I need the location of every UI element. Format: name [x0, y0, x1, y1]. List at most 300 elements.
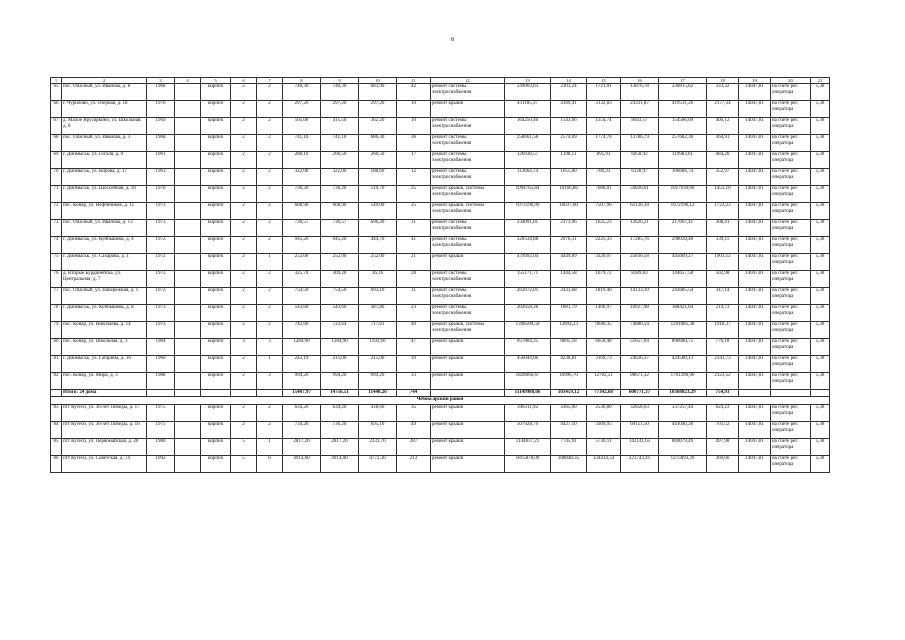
table-cell: ремонт системы электроснабжения — [431, 305, 505, 322]
table-cell: пос. Опасный, ул. Набережная, д. 1 — [62, 288, 147, 305]
table-row — [51, 339, 830, 356]
table-cell: 424580,13 — [659, 356, 707, 373]
table-cell: 3 — [257, 373, 283, 390]
table-cell: 776,18 — [707, 339, 739, 356]
table-cell: 1079,72 — [587, 271, 621, 288]
table-cell: 1406,97 — [587, 305, 621, 322]
table-cell: на счете рег. оператора — [771, 220, 811, 237]
table-cell: 2 — [231, 254, 257, 271]
table-cell: 634,20 — [283, 404, 321, 421]
table-cell: 2817,20 — [321, 438, 359, 455]
table-row — [51, 220, 830, 237]
table-cell: на счете рег. оператора — [771, 101, 811, 118]
table-cell: 5,38 — [811, 373, 830, 390]
table-cell: 1968 — [147, 135, 175, 152]
table-cell: 2 — [257, 271, 283, 288]
table-cell: 1972 — [147, 288, 175, 305]
table-cell: 1398500,50 — [505, 322, 551, 339]
table-cell: 668,90 — [321, 203, 359, 220]
table-cell: ремонт крыши — [431, 101, 505, 118]
table-cell: 2 — [257, 322, 283, 339]
table-cell: 155171,71 — [505, 271, 551, 288]
table-cell: 320534,88 — [505, 237, 551, 254]
table-row — [51, 421, 830, 438]
table-cell: 14047,81 — [739, 438, 771, 455]
table-cell: 2 — [231, 84, 257, 101]
table-cell: 445609,27 — [659, 254, 707, 271]
table-cell: 2 — [231, 169, 257, 186]
table-cell: 266,50 — [359, 152, 397, 169]
table-cell: 479992,04 — [505, 254, 551, 271]
table-cell: кирпич — [201, 254, 231, 271]
table-cell: 746,30 — [321, 84, 359, 101]
table-cell: 249003,63 — [505, 84, 551, 101]
table-cell — [771, 390, 811, 397]
table-cell: г. Чурилово, ул. Озерная, д. 18 — [62, 101, 147, 118]
table-cell: 215,00 — [359, 356, 397, 373]
page-number: 8 — [451, 37, 454, 43]
table-cell: 994,20 — [359, 373, 397, 390]
table-cell: 2225,33 — [587, 237, 621, 254]
table-cell — [231, 390, 257, 397]
table-cell: 2 — [257, 186, 283, 203]
table-cell: 2143,73 — [707, 356, 739, 373]
table-row — [51, 84, 830, 101]
table-cell: ремонт системы электроснабжения — [431, 152, 505, 169]
table-cell: 113664,74 — [505, 169, 551, 186]
table-cell: 13786,79 — [621, 135, 659, 152]
table-cell: 1975 — [147, 421, 175, 438]
table-cell: 1444,58 — [551, 271, 587, 288]
table-cell: 4238,81 — [551, 356, 587, 373]
table-cell: 297,20 — [321, 101, 359, 118]
table-cell: 1284,90 — [321, 339, 359, 356]
table-cell: 266,50 — [321, 152, 359, 169]
table-cell: на счете рег. оператора — [771, 421, 811, 438]
table-cell: 5,38 — [811, 186, 830, 203]
table-cell: 14047,81 — [739, 305, 771, 322]
table-cell: 2 — [231, 220, 257, 237]
table-row — [51, 373, 830, 390]
table-cell: 14047,81 — [739, 152, 771, 169]
table-cell: 19 — [397, 356, 431, 373]
table-cell: кирпич — [201, 101, 231, 118]
table-cell: 2 — [231, 118, 257, 135]
table-cell: 695,10 — [359, 421, 397, 438]
table-cell: 49 — [397, 421, 431, 438]
table-cell: 2 — [257, 118, 283, 135]
table-cell: 258661,58 — [505, 135, 551, 152]
table-cell: 11 — [397, 78, 431, 84]
table-cell: 5,38 — [811, 254, 830, 271]
table-cell: 79 — [51, 322, 62, 339]
table-cell: 734,20 — [283, 421, 321, 438]
table-cell: 441040,26 — [659, 421, 707, 438]
table-cell: 2 — [257, 288, 283, 305]
table-cell: 5,38 — [811, 152, 830, 169]
table-cell: на счете рег. оператора — [771, 84, 811, 101]
table-cell: 308,41 — [707, 220, 739, 237]
table-cell: ремонт системы электроснабжения — [431, 220, 505, 237]
table-cell — [175, 271, 201, 288]
table-row — [51, 438, 830, 455]
table-row — [51, 135, 830, 152]
table-cell: 322,00 — [321, 169, 359, 186]
table-cell: 72 — [51, 203, 62, 220]
table-cell: 2231,70 — [359, 438, 397, 455]
table-cell: 994,20 — [283, 373, 321, 390]
table-cell: 2 — [231, 404, 257, 421]
table-cell: 10037,60 — [551, 203, 587, 220]
table-cell: 252,00 — [283, 254, 321, 271]
table-cell: 1072196,12 — [659, 203, 707, 220]
table-cell: 51657,94 — [621, 339, 659, 356]
table-cell — [175, 152, 201, 169]
table-cell: 14047,81 — [739, 356, 771, 373]
table-cell: 754,50 — [283, 288, 321, 305]
table-cell: 696,20 — [359, 220, 397, 237]
table-cell: г. Динмыськ, ул. Гагарина, д. 16 — [62, 356, 147, 373]
table-cell — [431, 390, 505, 397]
table-cell: 1 — [257, 438, 283, 455]
table-cell: 5,38 — [811, 356, 830, 373]
table-cell: 76 — [51, 271, 62, 288]
table-cell: 10166,86 — [551, 186, 587, 203]
table-cell: 543,60 — [321, 305, 359, 322]
table-cell: пос. Опасный, ул. Иванова, д. 3 — [62, 135, 147, 152]
table-cell: 2 — [231, 421, 257, 438]
table-cell: 1975 — [147, 404, 175, 421]
table-cell: 14047,81 — [739, 322, 771, 339]
table-cell: 3 — [257, 339, 283, 356]
table-cell: 2303,24 — [551, 84, 587, 101]
table-cell: 66 — [51, 101, 62, 118]
table-cell — [147, 390, 175, 397]
table-cell: 262072,01 — [505, 288, 551, 305]
table-cell: 14047,81 — [739, 455, 771, 472]
table-cell: 1543,66 — [551, 118, 587, 135]
table-cell: 957884,35 — [505, 339, 551, 356]
table-cell: 2536,80 — [587, 404, 621, 421]
table-cell: 3365,00 — [551, 404, 587, 421]
table-cell: 418,60 — [359, 404, 397, 421]
table-row — [51, 322, 830, 339]
table-cell: 5,38 — [811, 271, 830, 288]
table-row — [51, 169, 830, 186]
table-cell: ремонт крыши — [431, 438, 505, 455]
table-row — [51, 455, 830, 472]
table-cell: 369,66 — [707, 455, 739, 472]
table-cell: кирпич — [201, 237, 231, 254]
table-cell: 142141,65 — [621, 438, 659, 455]
table-cell: кирпич — [201, 220, 231, 237]
table-cell: 31 — [397, 220, 431, 237]
table-cell: 103459,12 — [551, 390, 587, 397]
table-cell: 71 — [51, 186, 62, 203]
table-cell: 17 — [659, 78, 707, 84]
table-cell: 298039,48 — [659, 237, 707, 254]
table-cell: 703,52 — [707, 421, 739, 438]
table-cell: на счете рег. оператора — [771, 356, 811, 373]
table-cell: 1 — [51, 78, 62, 84]
table-cell: 215,00 — [321, 356, 359, 373]
table-cell: 5,38 — [811, 237, 830, 254]
table-cell: на счете рег. оператора — [771, 373, 811, 390]
table-cell: 4914,00 — [283, 455, 321, 472]
table-cell: 5,38 — [811, 404, 830, 421]
table-cell — [175, 455, 201, 472]
table-cell: 80 — [51, 339, 62, 356]
table-cell: 325,70 — [283, 271, 321, 288]
table-cell: 3 — [231, 339, 257, 356]
table-row — [51, 203, 830, 220]
table-cell: 230815,62 — [659, 84, 707, 101]
table-cell: 69 — [51, 152, 62, 169]
table-cell: 106686,74 — [659, 169, 707, 186]
table-cell: 9 — [321, 78, 359, 84]
table-cell: пос. Конар, ул. Мира, д. 3 — [62, 373, 147, 390]
table-cell: 84 — [51, 421, 62, 438]
table-row — [51, 186, 830, 203]
table-row — [51, 271, 830, 288]
table-cell: 154586,09 — [659, 118, 707, 135]
table-cell: 406,12 — [707, 118, 739, 135]
table-cell — [175, 356, 201, 373]
table-cell: 4427,10 — [551, 421, 587, 438]
table-cell: 456044,06 — [505, 356, 551, 373]
table-cell: 1291085,38 — [659, 322, 707, 339]
table-cell: 497,98 — [707, 438, 739, 455]
table-cell: ремонт крыши — [431, 404, 505, 421]
table-cell: 2817,20 — [283, 438, 321, 455]
table-cell — [175, 203, 201, 220]
table-cell — [175, 421, 201, 438]
table-cell: 1275893,39 — [659, 455, 707, 472]
table-cell: 5,38 — [811, 203, 830, 220]
table-cell: 2 — [231, 305, 257, 322]
table-cell: 7745,91 — [551, 438, 587, 455]
table-cell: 243685,54 — [659, 288, 707, 305]
table-cell: пгт Кугеси, ул. 30-лет Победы, д. 16 — [62, 421, 147, 438]
table-cell: 7507,96 — [587, 203, 621, 220]
table-cell: 98671,32 — [621, 373, 659, 390]
table-cell: 5,38 — [811, 421, 830, 438]
table-cell: 2 — [231, 373, 257, 390]
table-cell: 21 — [811, 78, 830, 84]
table-cell: 202658,28 — [505, 305, 551, 322]
table-row — [51, 152, 830, 169]
table-cell: 81 — [51, 356, 62, 373]
table-cell: кирпич — [201, 438, 231, 455]
table-cell: кирпич — [201, 356, 231, 373]
table-cell: ремонт крыши, системы электроснабжения — [431, 203, 505, 220]
table-cell: 2 — [257, 404, 283, 421]
table-cell: 1972 — [147, 254, 175, 271]
table-cell: 5 — [231, 455, 257, 472]
table-cell: 11440,26 — [359, 390, 397, 397]
table-cell: 519,70 — [359, 186, 397, 203]
table-cell: 754,93 — [707, 390, 739, 397]
table-cell: ремонт крыши — [431, 339, 505, 356]
table-cell: 4914,00 — [321, 455, 359, 472]
table-cell: 347,14 — [707, 288, 739, 305]
table-cell: 1973 — [147, 220, 175, 237]
table-cell: 693,10 — [359, 288, 397, 305]
table-cell: 17 — [397, 152, 431, 169]
repair-program-table — [50, 77, 830, 473]
table-cell: 14 — [551, 78, 587, 84]
table-cell — [175, 84, 201, 101]
table-cell: 14047,81 — [739, 271, 771, 288]
table-cell: 624,23 — [707, 404, 739, 421]
table-cell: 3132,83 — [587, 101, 621, 118]
table-cell: пос. Опасный, ул. Иванова, д. 13 — [62, 220, 147, 237]
table-cell: 14047,81 — [739, 288, 771, 305]
table-cell: 1988 — [147, 373, 175, 390]
table-cell: 741,10 — [321, 135, 359, 152]
table-cell: 431185,37 — [505, 101, 551, 118]
table-cell: 12702,51 — [587, 373, 621, 390]
table-cell — [175, 220, 201, 237]
table-cell: 14047,81 — [739, 339, 771, 356]
table-cell: 74 — [51, 237, 62, 254]
table-cell: 2 — [231, 152, 257, 169]
table-cell: 36 — [397, 135, 431, 152]
table-cell: 549,00 — [359, 203, 397, 220]
table-cell: 2 — [257, 101, 283, 118]
table-cell: 634,20 — [321, 404, 359, 421]
table-cell: 14047,81 — [739, 118, 771, 135]
table-cell: 396311,92 — [505, 404, 551, 421]
table-cell: 744 — [397, 390, 431, 397]
table-cell: на счете рег. оператора — [771, 254, 811, 271]
table-cell: 7606,01 — [587, 186, 621, 203]
table-cell: 2 — [257, 220, 283, 237]
table-cell: 12 — [397, 169, 431, 186]
table-cell: 1970 — [147, 186, 175, 203]
table-cell: 3 — [147, 78, 175, 84]
table-cell: 67 — [51, 118, 62, 135]
table-cell: 723,64 — [321, 322, 359, 339]
table-cell: кирпич — [201, 118, 231, 135]
table-cell — [175, 322, 201, 339]
table-cell: кирпич — [201, 169, 231, 186]
table-cell: 18 — [707, 78, 739, 84]
table-cell — [175, 373, 201, 390]
table-cell: на счете рег. оператора — [771, 322, 811, 339]
table-cell: г. Динмыськ, ул. Шоссейная, д. 10 — [62, 186, 147, 203]
table-cell: 2 — [231, 237, 257, 254]
table-cell: 686,30 — [359, 135, 397, 152]
table-cell: 1972 — [147, 237, 175, 254]
table-cell: ремонт крыши — [431, 421, 505, 438]
table-cell: 188848,35 — [551, 455, 587, 472]
table-cell: 419531,26 — [659, 101, 707, 118]
table-cell: 1192,60 — [359, 339, 397, 356]
table-cell: 2177,34 — [707, 101, 739, 118]
table-cell: 1774,70 — [587, 135, 621, 152]
table-row — [51, 305, 830, 322]
table-cell: 1072196,99 — [505, 203, 551, 220]
table-cell: 5,38 — [811, 305, 830, 322]
table-cell: 1984 — [147, 339, 175, 356]
table-cell: 736,57 — [283, 220, 321, 237]
table-cell: 2 — [231, 288, 257, 305]
table-cell: кирпич — [201, 305, 231, 322]
table-cell: 5,38 — [811, 101, 830, 118]
table-cell: 144657,58 — [659, 271, 707, 288]
table-cell: ремонт крыши, системы электроснабжения — [431, 186, 505, 203]
table-cell: 364,91 — [707, 135, 739, 152]
table-cell: 2433,68 — [551, 288, 587, 305]
table-cell: 339,11 — [707, 237, 739, 254]
table-cell: 2 — [257, 84, 283, 101]
table-cell: 14047,81 — [739, 404, 771, 421]
table-cell: 484,20 — [707, 152, 739, 169]
table-cell: 5 — [201, 78, 231, 84]
table-cell: 8 — [283, 78, 321, 84]
table-cell: 333,32 — [707, 84, 739, 101]
table-cell: ремонт системы электроснабжения — [431, 84, 505, 101]
table-cell — [739, 390, 771, 397]
table-cell: 742,60 — [283, 322, 321, 339]
table-cell: 65 — [51, 84, 62, 101]
table-cell: 1701390,96 — [659, 373, 707, 390]
table-cell: 14047,81 — [739, 254, 771, 271]
table-cell: 23 — [397, 305, 431, 322]
table-cell: 221743,41 — [621, 455, 659, 472]
table-cell: 736,57 — [321, 220, 359, 237]
table-cell: кирпич — [201, 421, 231, 438]
table-cell: 5,38 — [811, 339, 830, 356]
table-cell: 1881,79 — [551, 305, 587, 322]
table-cell: 19 — [739, 78, 771, 84]
table-cell: 16 — [621, 78, 659, 84]
table-cell: 1903,12 — [707, 254, 739, 271]
table-cell: 1918,37 — [707, 322, 739, 339]
table-cell: 257682,36 — [659, 135, 707, 152]
table-cell: 4449,89 — [551, 254, 587, 271]
table-cell: 1828066,67 — [505, 373, 551, 390]
table-cell: 869079,49 — [659, 438, 707, 455]
table-cell: 1144837,21 — [505, 438, 551, 455]
table-cell: 70 — [51, 169, 62, 186]
table-cell: 2574,09 — [551, 135, 587, 152]
table-cell: 5736,11 — [587, 438, 621, 455]
table-cell: кирпич — [201, 84, 231, 101]
table-row — [51, 237, 830, 254]
table-cell: 62126,18 — [621, 203, 659, 220]
table-cell: на счете рег. оператора — [771, 438, 811, 455]
table-cell: 1969 — [147, 118, 175, 135]
table-cell — [175, 339, 201, 356]
table-cell: 717,61 — [359, 322, 397, 339]
table-cell: 28 — [397, 271, 431, 288]
table-cell: 2 — [62, 78, 147, 84]
table-cell: 1 — [257, 356, 283, 373]
table-cell: 21 — [397, 254, 431, 271]
table-cell: г. Динмыськ, ул. Куйбышева, д. 4 — [62, 237, 147, 254]
table-cell: 8895,18 — [551, 339, 587, 356]
table-row — [51, 288, 830, 305]
table-cell: кирпич — [201, 455, 231, 472]
table-cell: 10927,98 — [621, 305, 659, 322]
table-row — [51, 254, 830, 271]
table-cell: 12626,21 — [621, 220, 659, 237]
table-cell: 242,19 — [283, 356, 321, 373]
table-cell: на счете рег. оператора — [771, 288, 811, 305]
table-cell: 505,00 — [283, 118, 321, 135]
